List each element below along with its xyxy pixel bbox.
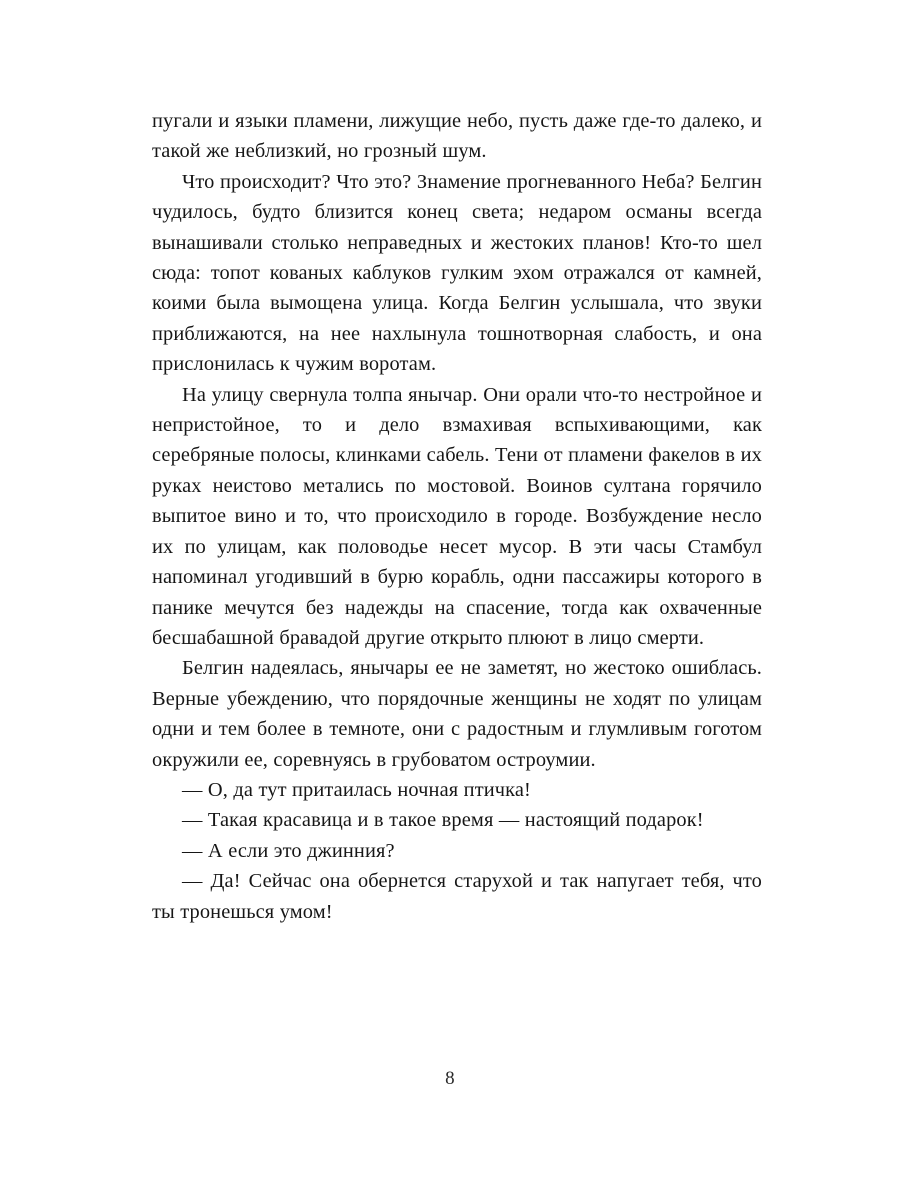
dialogue-line-2: — Такая красавица и в такое время — настоящий подарок!	[182, 809, 704, 832]
dialogue-line-1: — О, да тут притаилась ночная птичка!	[182, 778, 531, 801]
paragraph-4: Белгин надеялась, янычары ее не заметят, но жестоко ошиблась. Верные убеждению, что порядочные женщины не ходят по улицам одни и тем более в темноте, они с радостным и глумливым гоготом окружили ее, соревнуясь в грубоватом остроумии.	[152, 657, 762, 771]
paragraph-3: На улицу свернула толпа янычар. Они орали что-то нестройное и непристойное, то и дело взмахивая вспыхивающими, как серебряные полосы, клинками сабель. Тени от пламени факелов в их руках неистово метались по мостовой. Воинов султана горячило выпитое вино и то, что происходило в городе. Возбуждение несло их по улицам, как половодье несет мусор. В эти часы Стамбул напоминал угодивший в бурю корабль, одни пассажиры которого в панике мечутся без надежды на спасение, тогда как охваченные бесшабашной бравадой другие открыто плюют в лицо смерти.	[152, 383, 762, 649]
dialogue-line-3: — А если это джинния?	[182, 839, 395, 862]
paragraph-continuation: пугали и языки пламени, лижущие небо, пусть даже где-то далеко, и такой же неблизкий, но грозный шум.	[152, 110, 762, 163]
page-number: 8	[445, 1068, 455, 1089]
page-text-body	[152, 106, 762, 927]
dialogue-line-4: — Да! Сейчас она обернется старухой и так напугает тебя, что ты тронешься умом!	[152, 870, 762, 923]
paragraph-2: Что происходит? Что это? Знамение прогневанного Неба? Белгин чудилось, будто близится конец света; недаром османы всегда вынашивали столько неправедных и жестоких планов! Кто-то шел сюда: топот кованых каблуков гулким эхом отражался от камней, коими была вымощена улица. Когда Белгин услышала, что звуки приближаются, на нее нахлынула тошнотворная слабость, и она прислонилась к чужим воротам.	[152, 170, 762, 376]
